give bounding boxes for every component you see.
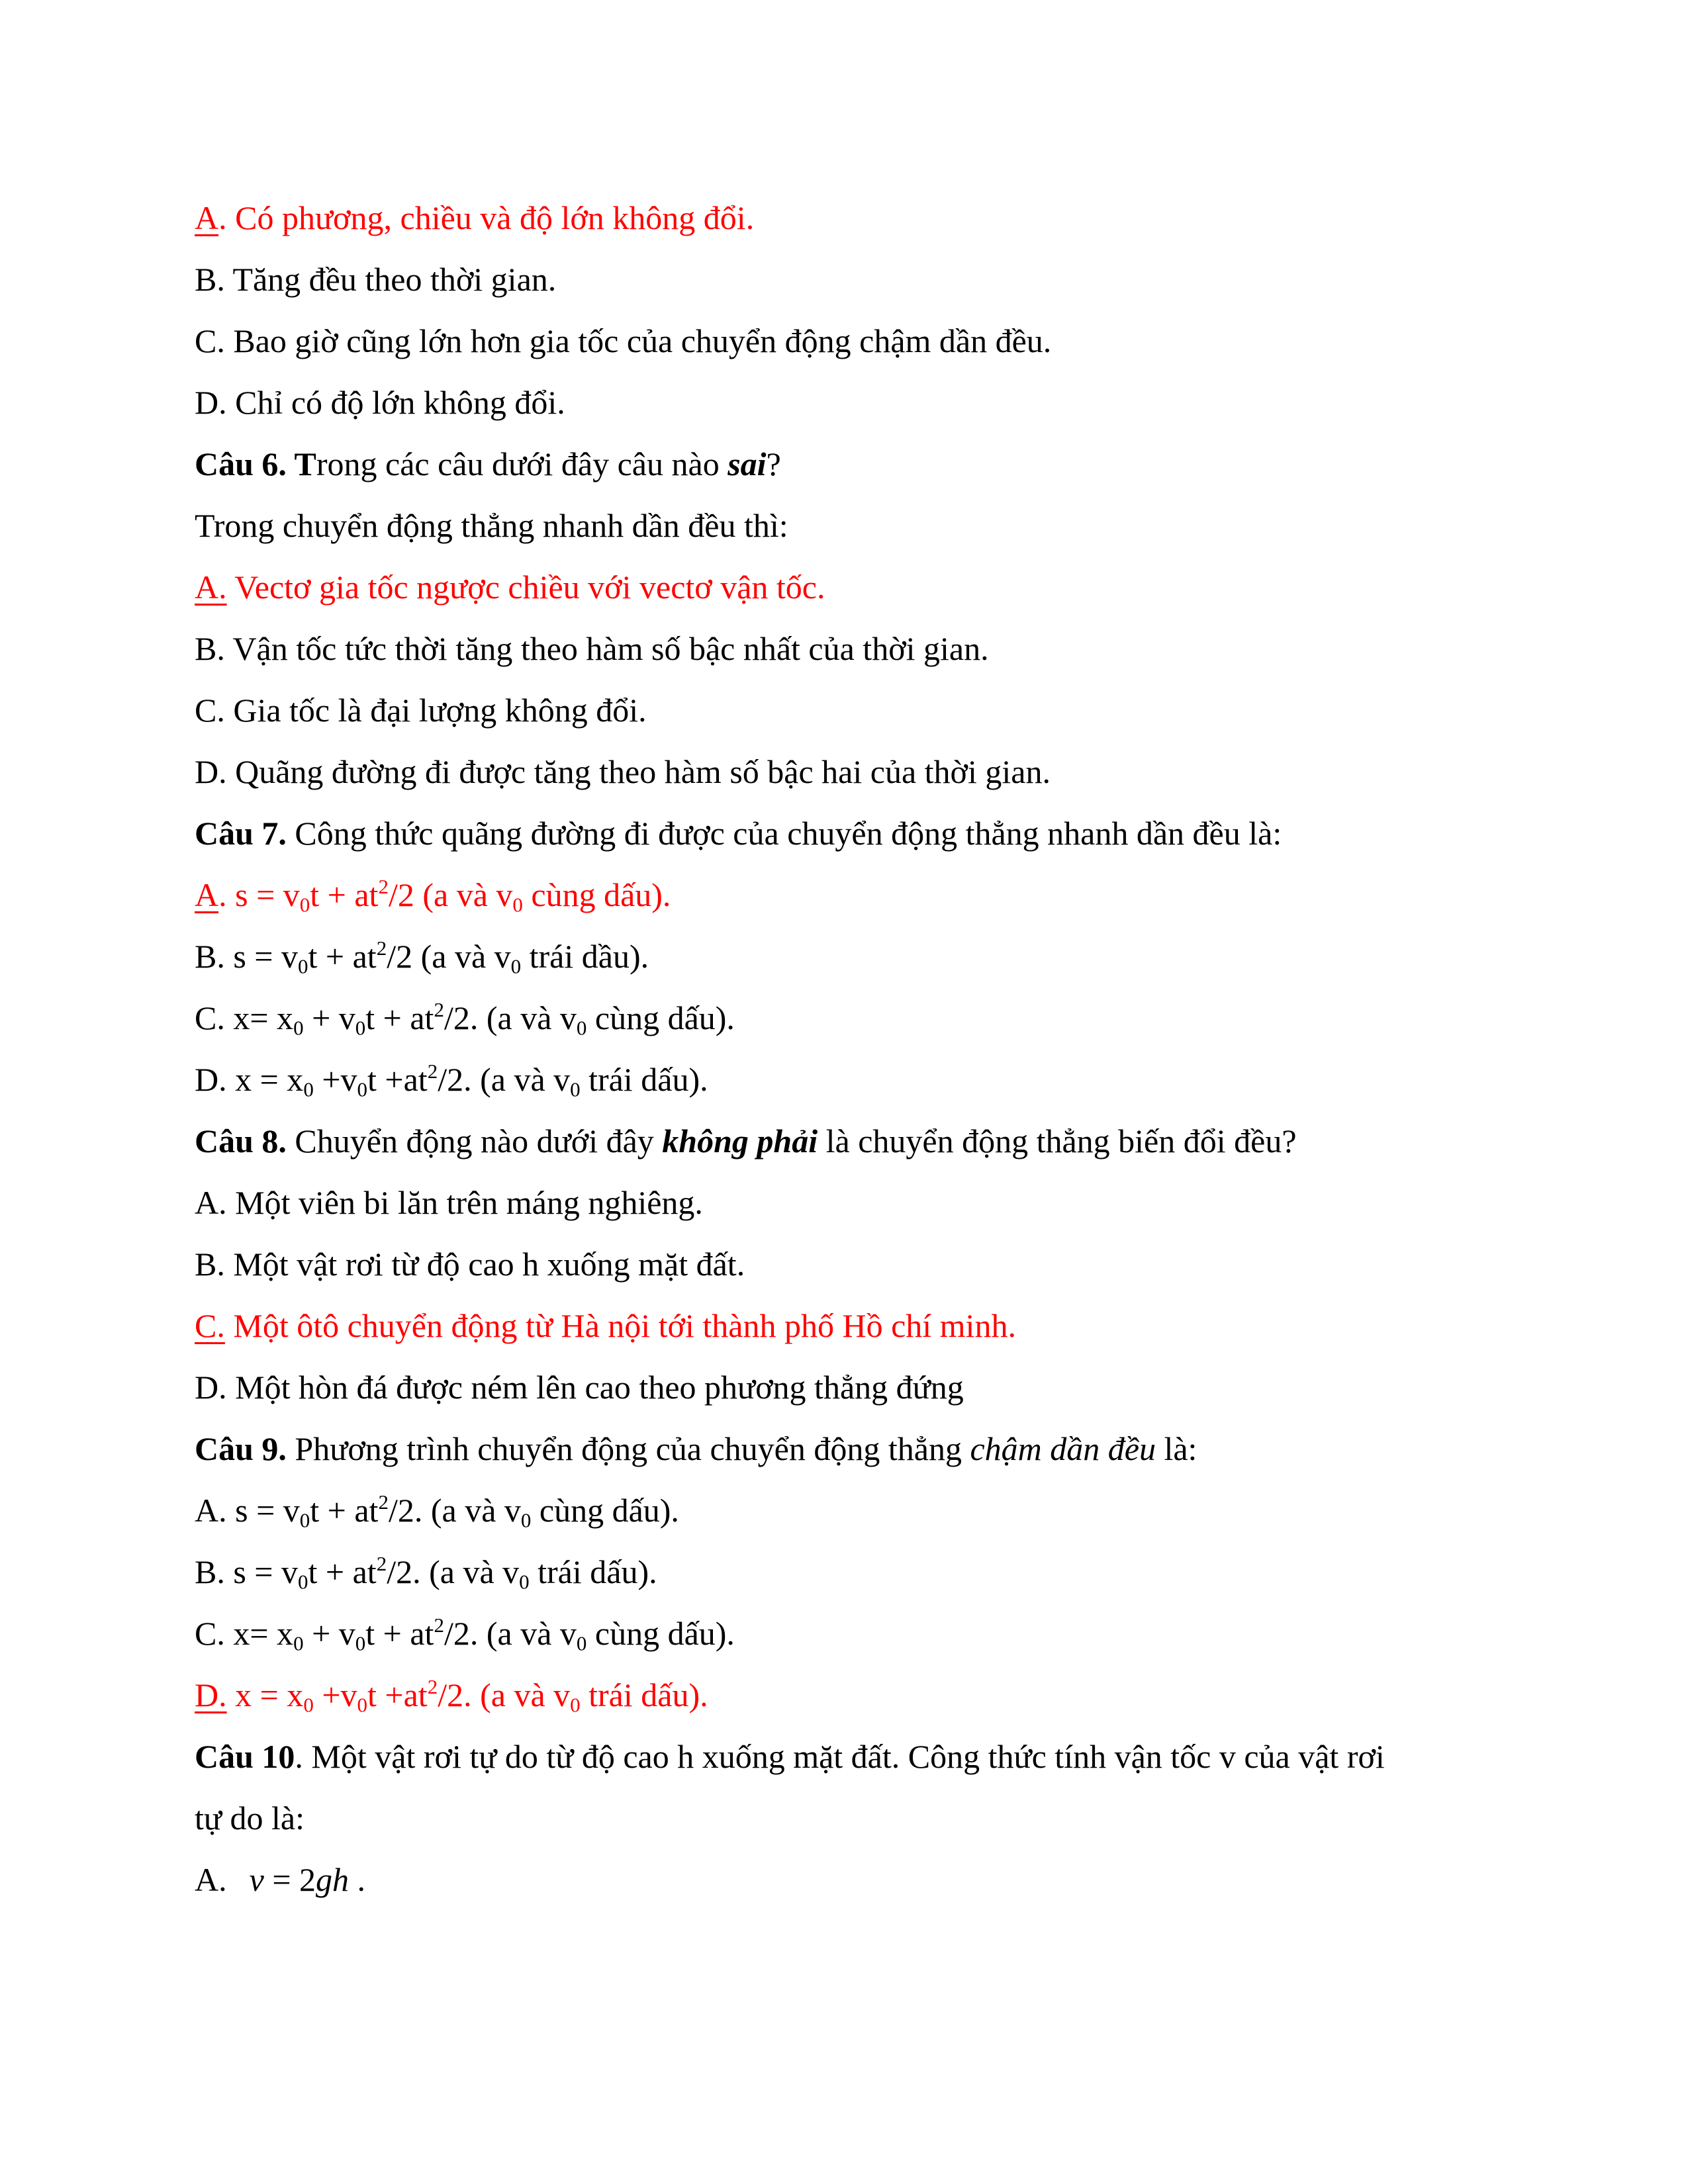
q6-option-a: A. Vectơ gia tốc ngược chiều với vectơ vận tốc. [195, 569, 825, 606]
q10-label: Câu 10 [195, 1738, 295, 1775]
q6-intro: Trong chuyển động thẳng nhanh dần đều thì: [195, 507, 788, 544]
q10-formula: v = 2gh . [249, 1861, 366, 1898]
q8-label: Câu 8. [195, 1122, 287, 1160]
q5-option-c: C. Bao giờ cũng lớn hơn gia tốc của chuyển động chậm dần đều. [195, 322, 1052, 359]
q7-option-a: A. $s = v_0t + at^2/2$ (a và $v_0$ cùng dấu). [195, 874, 671, 917]
q5-option-d: D. Chỉ có độ lớn không đổi. [195, 384, 565, 421]
q10-stem-cont: tự do là: [195, 1799, 305, 1837]
q5-option-a-letter: A [195, 199, 219, 236]
q9-option-d: D. $x = x_0 +v_0t +at^2/2$. (a và $v_0$ trái dấu). [195, 1674, 708, 1717]
q6-label: Câu 6. [195, 445, 287, 482]
document-page [195, 187, 1519, 1911]
q7-option-d: D. $x = x_0 +v_0t +at^2/2$. (a và $v_0$ trái dấu). [195, 1059, 708, 1101]
q7-label: Câu 7. [195, 815, 287, 852]
q10-option-a: A. v = 2gh . [195, 1861, 366, 1898]
q6-option-d: D. Quãng đường đi được tăng theo hàm số bậc hai của thời gian. [195, 753, 1051, 790]
q8-stem: Câu 8. Chuyển động nào dưới đây không phải là chuyển động thẳng biến đổi đều? [195, 1122, 1297, 1160]
q10-stem: Câu 10. Một vật rơi tự do từ độ cao h xuống mặt đất. Công thức tính vận tốc v của vật rơi [195, 1738, 1385, 1775]
q9-option-b: B. $s = v_0t + at^2/2$. (a và $v_0$ trái dấu). [195, 1551, 657, 1594]
q5-option-b: B. Tăng đều theo thời gian. [195, 261, 557, 298]
q8-option-b: B. Một vật rơi từ độ cao h xuống mặt đất. [195, 1246, 745, 1283]
q9-option-c: C. $x= x_0 + v_0t + at^2/2$. (a và $v_0$ cùng dấu). [195, 1613, 735, 1655]
q5-option-a: A. Có phương, chiều và độ lớn không đổi. [195, 199, 755, 236]
q6-stem: Câu 6. Trong các câu dưới đây câu nào sai? [195, 445, 781, 482]
q8-option-c: C. Một ôtô chuyển động từ Hà nội tới thành phố Hồ chí minh. [195, 1307, 1016, 1344]
q7-option-c: C. $x= x_0 + v_0t + at^2/2$. (a và $v_0$ cùng dấu). [195, 997, 735, 1040]
q6-option-c: C. Gia tốc là đại lượng không đổi. [195, 692, 647, 729]
q8-option-d: D. Một hòn đá được ném lên cao theo phương thẳng đứng [195, 1369, 964, 1406]
q7-stem: Câu 7. Công thức quãng đường đi được của chuyển động thẳng nhanh dần đều là: [195, 815, 1282, 852]
q6-option-b: B. Vận tốc tức thời tăng theo hàm số bậc nhất của thời gian. [195, 630, 989, 667]
q9-stem: Câu 9. Phương trình chuyển động của chuyển động thẳng chậm dần đều là: [195, 1430, 1197, 1467]
q8-option-a: A. Một viên bi lăn trên máng nghiêng. [195, 1184, 703, 1221]
q9-label: Câu 9. [195, 1430, 287, 1467]
q7-option-b: B. $s = v_0t + at^2/2$ (a và $v_0$ trái dầu). [195, 936, 649, 978]
q9-option-a: A. $s = v_0t + at^2/2$. (a và $v_0$ cùng dấu). [195, 1490, 679, 1532]
